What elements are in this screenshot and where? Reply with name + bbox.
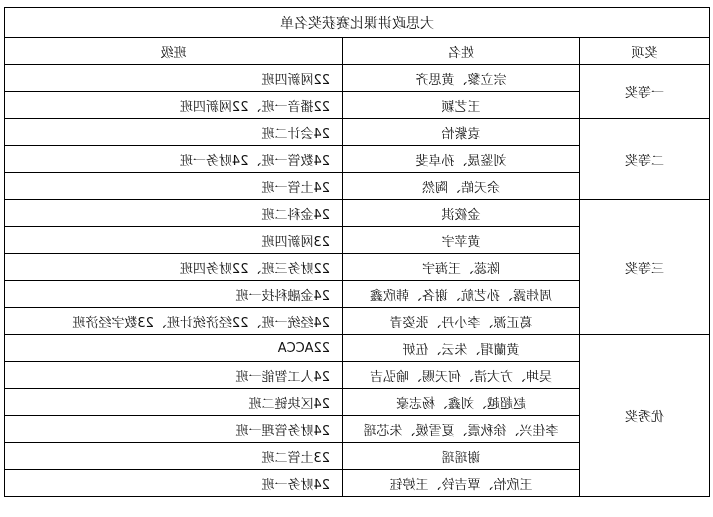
class-cell: 24土管一班 [4,173,342,200]
name-cell: 李佳兴、徐秋震、夏雪媛、朱芯瑶 [343,416,580,443]
class-cell: 24数管一班、24财务一班 [4,146,342,173]
award-first-prize: 一等奖 [580,65,710,119]
class-cell: 24财务一班 [4,470,342,497]
header-class: 班级 [4,38,342,65]
name-cell: 余天皓、陶然 [343,173,580,200]
award-list-sheet [5,7,710,497]
table-row [4,119,709,146]
name-cell: 吴坤、方大清、何天赐、喻弘吉 [343,362,580,389]
class-cell: 24区块链二班 [4,389,342,416]
class-cell: 24会计二班 [4,119,342,146]
header-name: 姓名 [343,38,580,65]
class-cell: 24财务管理一班 [4,416,342,443]
name-cell: 袁紫怡 [343,119,580,146]
table-row [4,200,709,227]
award-third-prize: 三等奖 [580,200,710,335]
award-excellence-prize: 优秀奖 [580,335,710,497]
class-cell: 22ACCA [4,335,342,362]
name-cell: 金筱淇 [343,200,580,227]
award-table [4,7,710,497]
table-title: 大思政讲课比赛获奖名单 [4,8,709,38]
name-cell: 刘鉴晟、孙卓斐 [343,146,580,173]
class-cell: 22播音一班、22网新四班 [4,92,342,119]
title-row [4,8,709,38]
name-cell: 周炜露、孙艺航、谢各、韩欣鑫 [343,281,580,308]
name-cell: 黄苹宇 [343,227,580,254]
class-cell: 23网新四班 [4,227,342,254]
class-cell: 22财务三班、22财务四班 [4,254,342,281]
class-cell: 24金融科技一班 [4,281,342,308]
header-award: 奖项 [580,38,710,65]
header-row [4,38,709,65]
name-cell: 葛正源、李小丹、张姿青 [343,308,580,335]
award-second-prize: 二等奖 [580,119,710,200]
table-row [4,65,709,92]
name-cell: 宗立黎、黄思齐 [343,65,580,92]
class-cell: 23土管二班 [4,443,342,470]
name-cell: 王欣怡、覃吉铃、王婷钰 [343,470,580,497]
table-row [4,335,709,362]
name-cell: 谢瑶瑶 [343,443,580,470]
class-cell: 24人工智能一班 [4,362,342,389]
class-cell: 22网新四班 [4,65,342,92]
name-cell: 赵超越、刘鑫、杨志豪 [343,389,580,416]
name-cell: 陈蕊、王海宇 [343,254,580,281]
class-cell: 24经统一班、22经济统计班、23数字经济班 [4,308,342,335]
name-cell: 王艺颖 [343,92,580,119]
class-cell: 24金科二班 [4,200,342,227]
name-cell: 黄蘭瑁、朱云、伍妍 [343,335,580,362]
